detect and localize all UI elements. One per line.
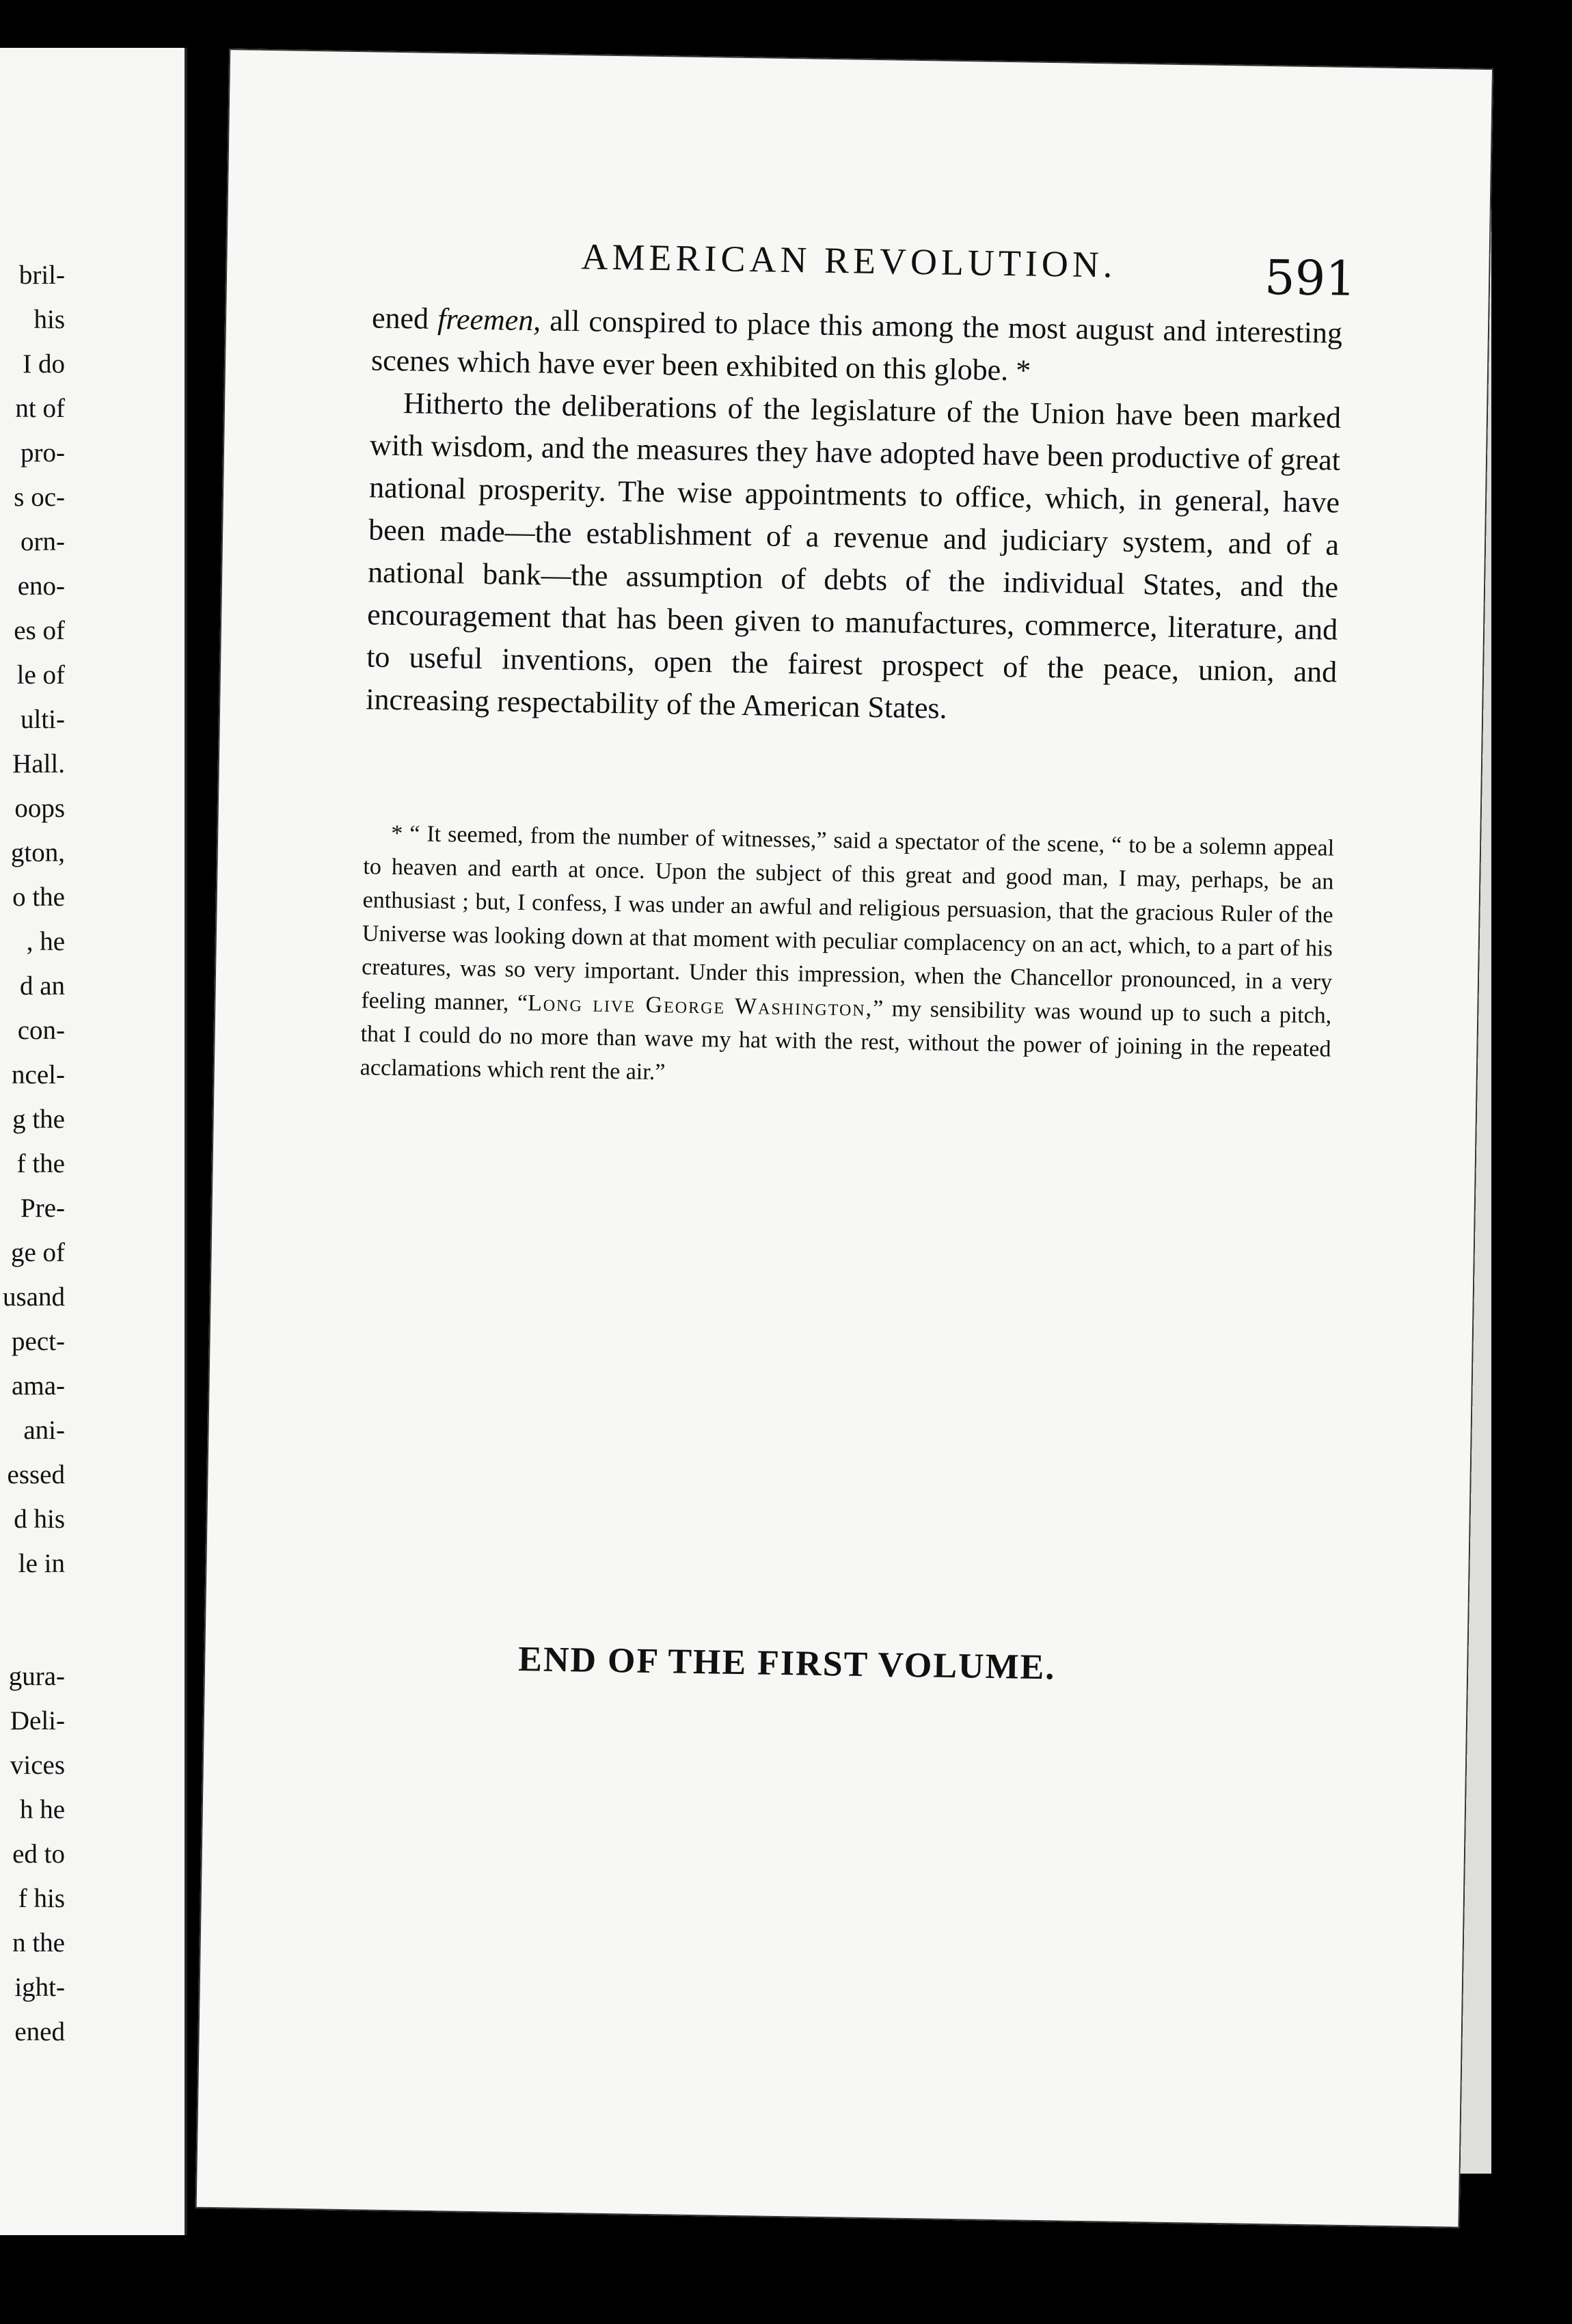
left-facing-page	[0, 48, 187, 2235]
left-fragment-line: h he	[19, 1795, 65, 1824]
left-fragment-line: pect-	[12, 1327, 65, 1356]
paragraph-lead-word: ened	[371, 301, 429, 336]
left-fragment-line: ed to	[12, 1839, 65, 1869]
left-fragment-line: nt of	[15, 394, 65, 423]
left-fragment-line: usand	[3, 1282, 65, 1312]
left-fragment-line: le of	[16, 660, 65, 690]
body-text	[366, 297, 1343, 735]
footnote-part-1: * “ It seemed, from the number of witnesses,” said a spectator of the scene, “ to be a solemn appeal to heaven and earth at once. Upon the subject of this great and good man, I may, perhaps, be an enthusiast ; but, I confess, I was under an awful and religious persuasion, that the gracious Ruler of the Universe was looking down at that moment with peculiar complacency on an act, which, to a part of his creatures, was so very important. Under this impression, when the Chancellor pronounced, in a very feeling manner, “	[361, 820, 1335, 1016]
left-fragment-line: f the	[16, 1149, 65, 1178]
left-fragment-line: vices	[10, 1751, 65, 1780]
left-fragment-line: ani-	[23, 1416, 65, 1445]
left-fragment-line: ncel-	[12, 1060, 65, 1090]
paragraph-continuation	[371, 297, 1343, 396]
left-fragment-line: oops	[14, 794, 65, 823]
left-fragment-line: ulti-	[21, 705, 65, 734]
left-fragment-line: eno-	[17, 571, 65, 601]
book-page	[195, 49, 1493, 2228]
left-fragment-line: n the	[12, 1928, 65, 1958]
left-fragment-line: gton,	[10, 838, 65, 867]
left-fragment-line: le in	[18, 1549, 65, 1578]
paragraph-hitherto: Hitherto the deliberations of the legislature of the Union have been marked with wisdom, and the measures they have adopted have been productive of great national prosperity. The wise appointments to office, which, in general, have been made—the establishment of a revenue and judiciary system, and of a national bank—the assumption of debts of the individual States, and the encouragement that has been given to manufactures, commerce, literature, and to useful inventions, open the fairest prospect of the peace, union, and increasing respectability of the American States.	[365, 386, 1342, 725]
left-fragment-line: s oc-	[14, 483, 65, 512]
left-fragment-line: his	[33, 305, 65, 334]
end-of-volume-heading: END OF THE FIRST VOLUME.	[517, 1639, 1056, 1688]
left-fragment-line: f his	[18, 1884, 65, 1913]
footnote-small-caps: Long live George Washington,	[527, 990, 873, 1022]
left-fragment-line: d an	[19, 971, 65, 1001]
paragraph-remainder: all conspired to place this among the most august and interesting scenes which have ever been exhibited on this globe. *	[370, 303, 1343, 388]
left-fragment-line: d his	[14, 1504, 65, 1534]
left-page-text-fragments	[0, 253, 70, 2054]
left-fragment-line: es of	[14, 616, 65, 645]
footnote	[360, 816, 1334, 1099]
page-number: 591	[1264, 249, 1357, 307]
left-fragment-line: orn-	[21, 527, 65, 556]
left-fragment-line: bril-	[18, 260, 65, 290]
left-fragment-line: Hall.	[12, 749, 65, 779]
left-fragment-line: Deli-	[10, 1706, 65, 1735]
left-fragment-line: I do	[23, 349, 65, 379]
left-fragment-line: g the	[12, 1105, 65, 1134]
left-fragment-line: con-	[17, 1016, 65, 1045]
left-fragment-line: Pre-	[21, 1193, 65, 1223]
left-fragment-line: o the	[12, 882, 65, 912]
left-fragment-line: pro-	[21, 438, 65, 468]
left-fragment-line: ge of	[10, 1238, 65, 1267]
left-fragment-line: essed	[7, 1460, 65, 1489]
italic-word: freemen,	[437, 301, 541, 338]
left-fragment-line: gura-	[8, 1662, 65, 1691]
running-head: AMERICAN REVOLUTION.	[581, 236, 1117, 286]
left-fragment-line: ened	[14, 2017, 65, 2046]
left-fragment-line: , he	[26, 927, 65, 956]
left-fragment-line	[0, 1586, 65, 1654]
left-fragment-line: ight-	[14, 1973, 65, 2002]
left-fragment-line: ama-	[12, 1371, 65, 1401]
footnote-part-2: ” my sensibility was wound up to such a pitch, that I could do no more than wave my hat with the rest, without the power of joining in the repeated acclamations which rent the air.”	[360, 996, 1332, 1085]
